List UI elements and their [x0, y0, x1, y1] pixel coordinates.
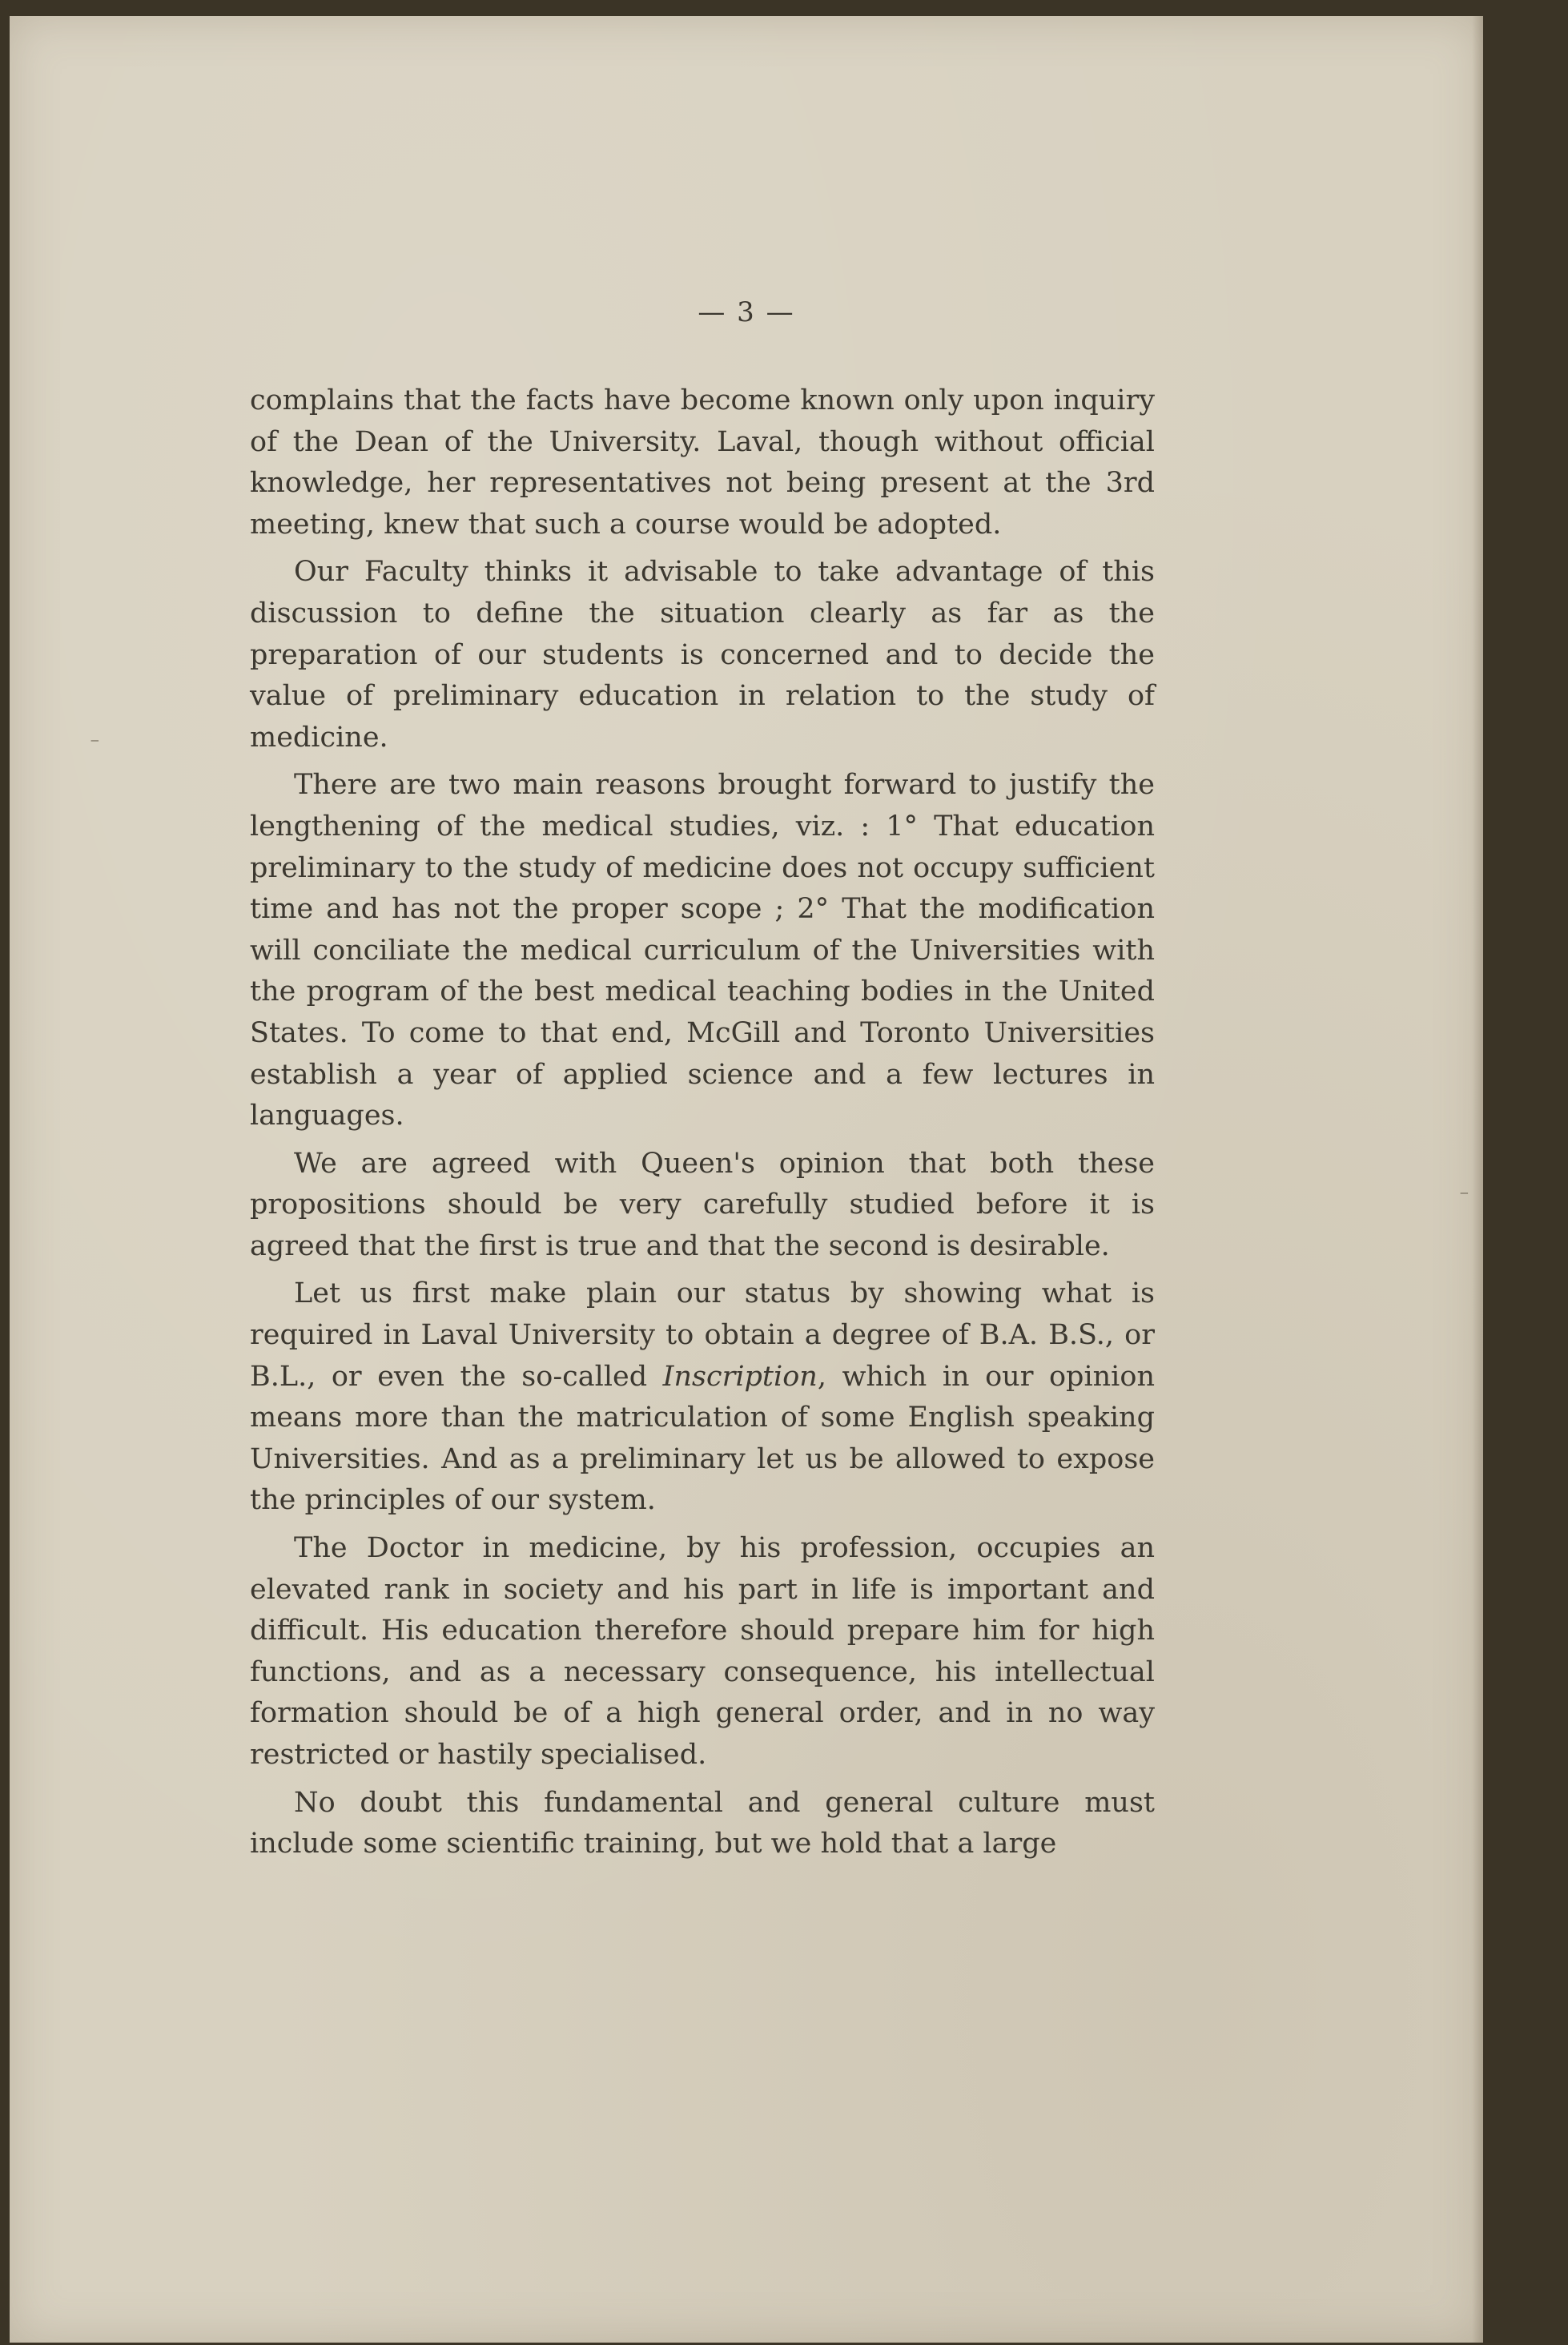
paragraph-7: No doubt this fundamental and general culture must include some scientific training, but we hold that a large: [250, 1786, 1155, 1860]
document-page: [10, 16, 1483, 2343]
paragraph-6: The Doctor in medicine, by his profession, occupies an elevated rank in society and his part in life is important and difficult. His education therefore should prepare him for high functions, and as a necessary consequence, his intellectual formation should be of a high general order, and in no way restricted or hastily specialised.: [250, 1532, 1155, 1771]
paragraph-2: Our Faculty thinks it advisable to take advantage of this discussion to define the situation clearly as far as the preparation of our students is concerned and to decide the value of preliminary education in relation to the study of medicine.: [250, 556, 1155, 754]
body-text: [250, 380, 1155, 1872]
paragraph-1: complains that the facts have become known only upon inquiry of the Dean of the University. Laval, though without official knowledge, her representatives not being present at the 3rd meeting, knew that such a course would be adopted.: [250, 384, 1155, 541]
page-edge-shadow: [1472, 16, 1483, 2343]
paragraph-5-italic-term: Inscription: [662, 1360, 818, 1393]
paragraph-5-text-before: Let us first make plain our status by showing what is required in Laval University to obtain a degree of B.A. B.S., or B.L., or even the so-called: [250, 1277, 1155, 1393]
paragraph-5-text-after: , which in our opinion means more than the matriculation of some English speaking Universities. And as a preliminary let us be allowed to expose the principles of our system.: [250, 1360, 1155, 1517]
paragraph-5: [250, 1273, 1155, 1522]
margin-mark: ⁻: [90, 733, 100, 755]
page-number: — 3 —: [698, 296, 795, 328]
paragraph-4: We are agreed with Queen's opinion that both these propositions should be very carefully studied before it is agreed that the first is true and that the second is desirable.: [250, 1147, 1155, 1262]
margin-mark: ⁻: [1459, 1185, 1469, 1208]
paragraph-3: There are two main reasons brought forward to justify the lengthening of the medical studies, viz. : 1° That education preliminary to the study of medicine does not occupy sufficient time and has not the proper scope ; 2° That the modification will conciliate the medical curriculum of the Universities with the program of the best medical teaching bodies in the United States. To come to that end, McGill and Toronto Universities establish a year of applied science and a few lectures in languages.: [250, 769, 1155, 1132]
